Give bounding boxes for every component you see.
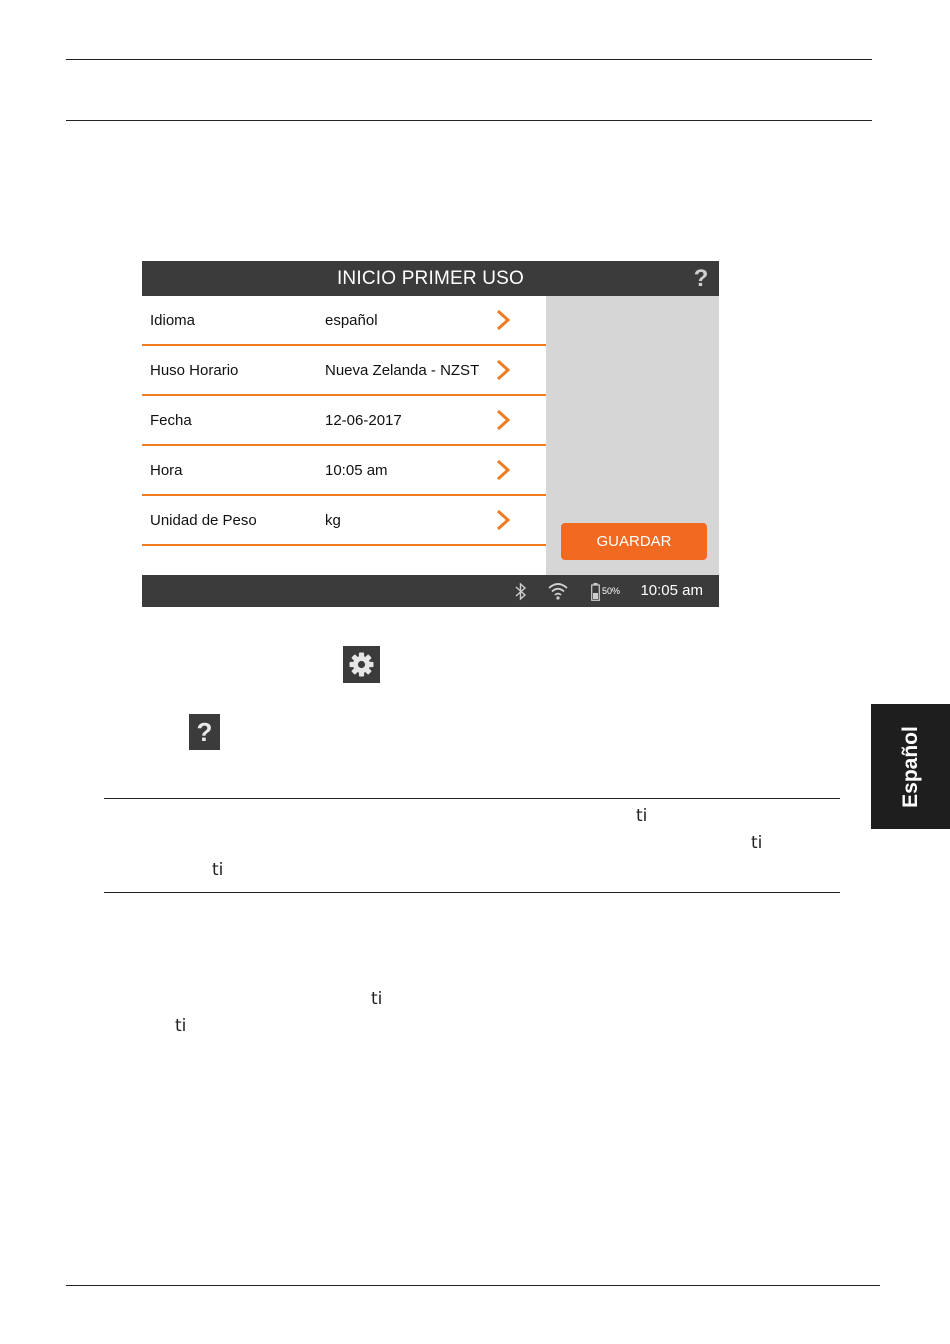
help-icon[interactable]: ? [693,265,709,292]
bluetooth-icon [514,582,528,601]
title-bar [142,261,719,296]
setting-row-unidad-de-peso[interactable] [142,496,546,546]
setting-label: Fecha [150,412,192,429]
setting-row-huso-horario[interactable] [142,346,546,396]
header-rule-top [66,59,872,60]
battery-percent: 50% [602,586,621,596]
note-rule-bottom [104,892,840,893]
setting-label: Unidad de Peso [150,512,257,529]
ligature-glyph: ti [751,833,763,853]
chevron-right-icon [494,358,512,382]
ligature-glyph: ti [636,806,648,826]
wifi-icon [548,582,568,600]
status-time: 10:05 am [640,582,703,599]
gear-icon [343,646,380,683]
setting-row-fecha[interactable] [142,396,546,446]
setting-value: Nueva Zelanda - NZST [325,362,480,379]
side-panel [546,296,719,575]
setting-row-hora[interactable] [142,446,546,496]
setting-value: 10:05 am [325,462,388,479]
header-rule-bottom [66,120,872,121]
setting-label: Huso Horario [150,362,239,379]
setting-row-idioma[interactable] [142,296,546,346]
status-bar [142,575,719,607]
screen-title: INICIO PRIMER USO [336,268,525,289]
save-button[interactable]: GUARDAR [561,523,707,560]
language-tab-label: Español [898,725,922,808]
language-side-tab [871,704,950,829]
note-rule-top [104,798,840,799]
ligature-glyph: ti [371,989,383,1009]
battery-icon [591,583,600,601]
help-question-icon: ? [189,714,220,750]
chevron-right-icon [494,458,512,482]
setting-value: español [325,312,378,329]
chevron-right-icon [494,308,512,332]
settings-list [142,296,546,546]
ligature-glyph: ti [175,1016,187,1036]
setting-value: 12-06-2017 [325,412,402,429]
ligature-glyph: ti [212,860,224,880]
footer-rule [66,1285,880,1286]
chevron-right-icon [494,508,512,532]
setting-label: Idioma [150,312,196,329]
setting-label: Hora [150,462,183,479]
setting-value: kg [325,512,341,529]
chevron-right-icon [494,408,512,432]
device-screen [142,261,719,607]
